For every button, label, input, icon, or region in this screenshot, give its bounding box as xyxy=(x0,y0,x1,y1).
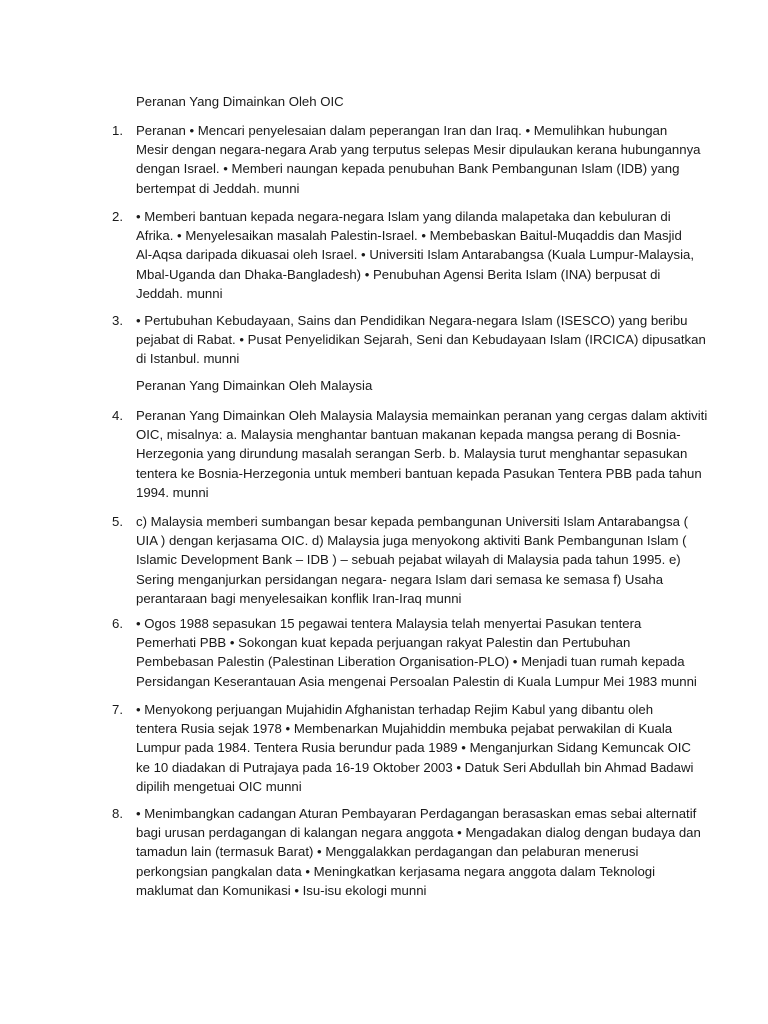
text-line: UIA ) dengan kerjasama OIC. d) Malaysia juga menyokong aktiviti Bank Pembangunan Islam ( xyxy=(136,533,687,549)
list-number: 1. xyxy=(112,123,123,138)
text-line: perkongsian pangkalan data • Meningkatkan kerjasama negara anggota dalam Teknologi xyxy=(136,863,656,879)
list-item-text xyxy=(136,512,688,608)
text-line: Pembebasan Palestin (Palestinan Liberation Organisation-PLO) • Menjadi tuan rumah kepada xyxy=(136,654,685,670)
text-line: tentera ke Bosnia-Herzegonia untuk memberi bantuan kepada Pasukan Tentera PBB pada tahun xyxy=(136,465,702,481)
text-line: OIC, misalnya: a. Malaysia menghantar bantuan makanan kepada mangsa perang di Bosnia- xyxy=(136,427,681,443)
text-line: • Pertubuhan Kebudayaan, Sains dan Pendidikan Negara-negara Islam (ISESCO) yang beribu xyxy=(136,313,688,328)
text-line: • Menyokong perjuangan Mujahidin Afghanistan terhadap Rejim Kabul yang dibantu oleh xyxy=(136,702,654,717)
text-line: Peranan • Mencari penyelesaian dalam peperangan Iran dan Iraq. • Memulihkan hubungan xyxy=(136,123,668,138)
text-line: maklumat dan Komunikasi • Isu-isu ekologi munni xyxy=(136,882,427,898)
text-line: Sering menganjurkan persidangan negara- negara Islam dari semasa ke semasa f) Usaha xyxy=(136,571,664,587)
text-line: ke 10 diadakan di Putrajaya pada 16-19 Oktober 2003 • Datuk Seri Abdullah bin Ahmad Badawi xyxy=(136,759,694,775)
text-line: Herzegonia yang dirundung masalah serangan Serb. b. Malaysia turut menghantar sepasukan xyxy=(136,446,688,462)
text-line: Afrika. • Menyelesaikan masalah Palestin-Israel. • Membebaskan Baitul-Muqaddis dan Masjid xyxy=(136,228,682,244)
text-line: dengan Israel. • Memberi naungan kepada penubuhan Bank Pembangunan Islam (IDB) yang xyxy=(136,161,680,177)
text-line: Jeddah. munni xyxy=(136,285,223,301)
text-line: Mbal-Uganda dan Dhaka-Bangladesh) • Penubuhan Agensi Berita Islam (INA) berpusat di xyxy=(136,266,661,282)
list-number: 7. xyxy=(112,702,123,717)
text-line: pejabat di Rabat. • Pusat Penyelidikan Sejarah, Seni dan Kebudayaan Islam (IRCICA) dipusatkan xyxy=(136,332,706,348)
text-line: Persidangan Keserantauan Asia mengenai Persoalan Palestin di Kuala Lumpur Mei 1983 munni xyxy=(136,673,697,689)
list-item-text xyxy=(136,311,706,369)
text-line: c) Malaysia memberi sumbangan besar kepada pembangunan Universiti Islam Antarabangsa ( xyxy=(136,514,688,529)
text-line: bertempat di Jeddah. munni xyxy=(136,180,300,196)
text-line: bagi urusan perdagangan di kalangan negara anggota • Mengadakan dialog dengan budaya dan xyxy=(136,825,701,841)
text-line: Pemerhati PBB • Sokongan kuat kepada perjuangan rakyat Palestin dan Pertubuhan xyxy=(136,635,631,651)
list-number: 3. xyxy=(112,313,123,328)
text-line: • Menimbangkan cadangan Aturan Pembayaran Perdagangan berasaskan emas sebai alternatif xyxy=(136,806,697,821)
text-line: Islamic Development Bank – IDB ) – sebuah pejabat wilayah di Malaysia pada tahun 1995. e) xyxy=(136,552,681,568)
text-line: Al-Aqsa daripada dikuasai oleh Israel. • Universiti Islam Antarabangsa (Kuala Lumpur-Malaysia, xyxy=(136,247,695,263)
list-item-text xyxy=(136,406,708,502)
text-line: 1994. munni xyxy=(136,484,209,500)
text-line: Peranan Yang Dimainkan Oleh Malaysia Malaysia memainkan peranan yang cergas dalam aktiviti xyxy=(136,408,708,423)
list-item-text xyxy=(136,700,694,796)
list-number: 4. xyxy=(112,408,123,423)
section-heading-oic: Peranan Yang Dimainkan Oleh OIC xyxy=(136,94,344,109)
text-line: tentera Rusia sejak 1978 • Membenarkan Mujahiddin membuka pejabat perwakilan di Kuala xyxy=(136,721,673,737)
list-number: 6. xyxy=(112,616,123,631)
list-item-text xyxy=(136,614,697,691)
list-number: 8. xyxy=(112,806,123,821)
list-item-text xyxy=(136,207,695,303)
text-line: tamadun lain (termasuk Barat) • Menggalakkan perdagangan dan pelaburan menerusi xyxy=(136,844,639,860)
section-heading-malaysia: Peranan Yang Dimainkan Oleh Malaysia xyxy=(136,378,373,393)
text-line: Mesir dengan negara-negara Arab yang terputus selepas Mesir dipulaukan kerana hubungannya xyxy=(136,142,701,158)
text-line: • Ogos 1988 sepasukan 15 pegawai tentera Malaysia telah menyertai Pasukan tentera xyxy=(136,616,642,631)
text-line: di Istanbul. munni xyxy=(136,351,240,367)
text-line: • Memberi bantuan kepada negara-negara Islam yang dilanda malapetaka dan kebuluran di xyxy=(136,209,671,224)
text-line: perantaraan bagi menyelesaikan konflik Iran-Iraq munni xyxy=(136,590,462,606)
list-number: 2. xyxy=(112,209,123,224)
list-item-text xyxy=(136,121,701,198)
text-line: dipilih mengetuai OIC munni xyxy=(136,778,302,794)
text-line: Lumpur pada 1984. Tentera Rusia berundur pada 1989 • Menganjurkan Sidang Kemuncak OIC xyxy=(136,740,691,756)
list-number: 5. xyxy=(112,514,123,529)
list-item-text xyxy=(136,804,701,900)
